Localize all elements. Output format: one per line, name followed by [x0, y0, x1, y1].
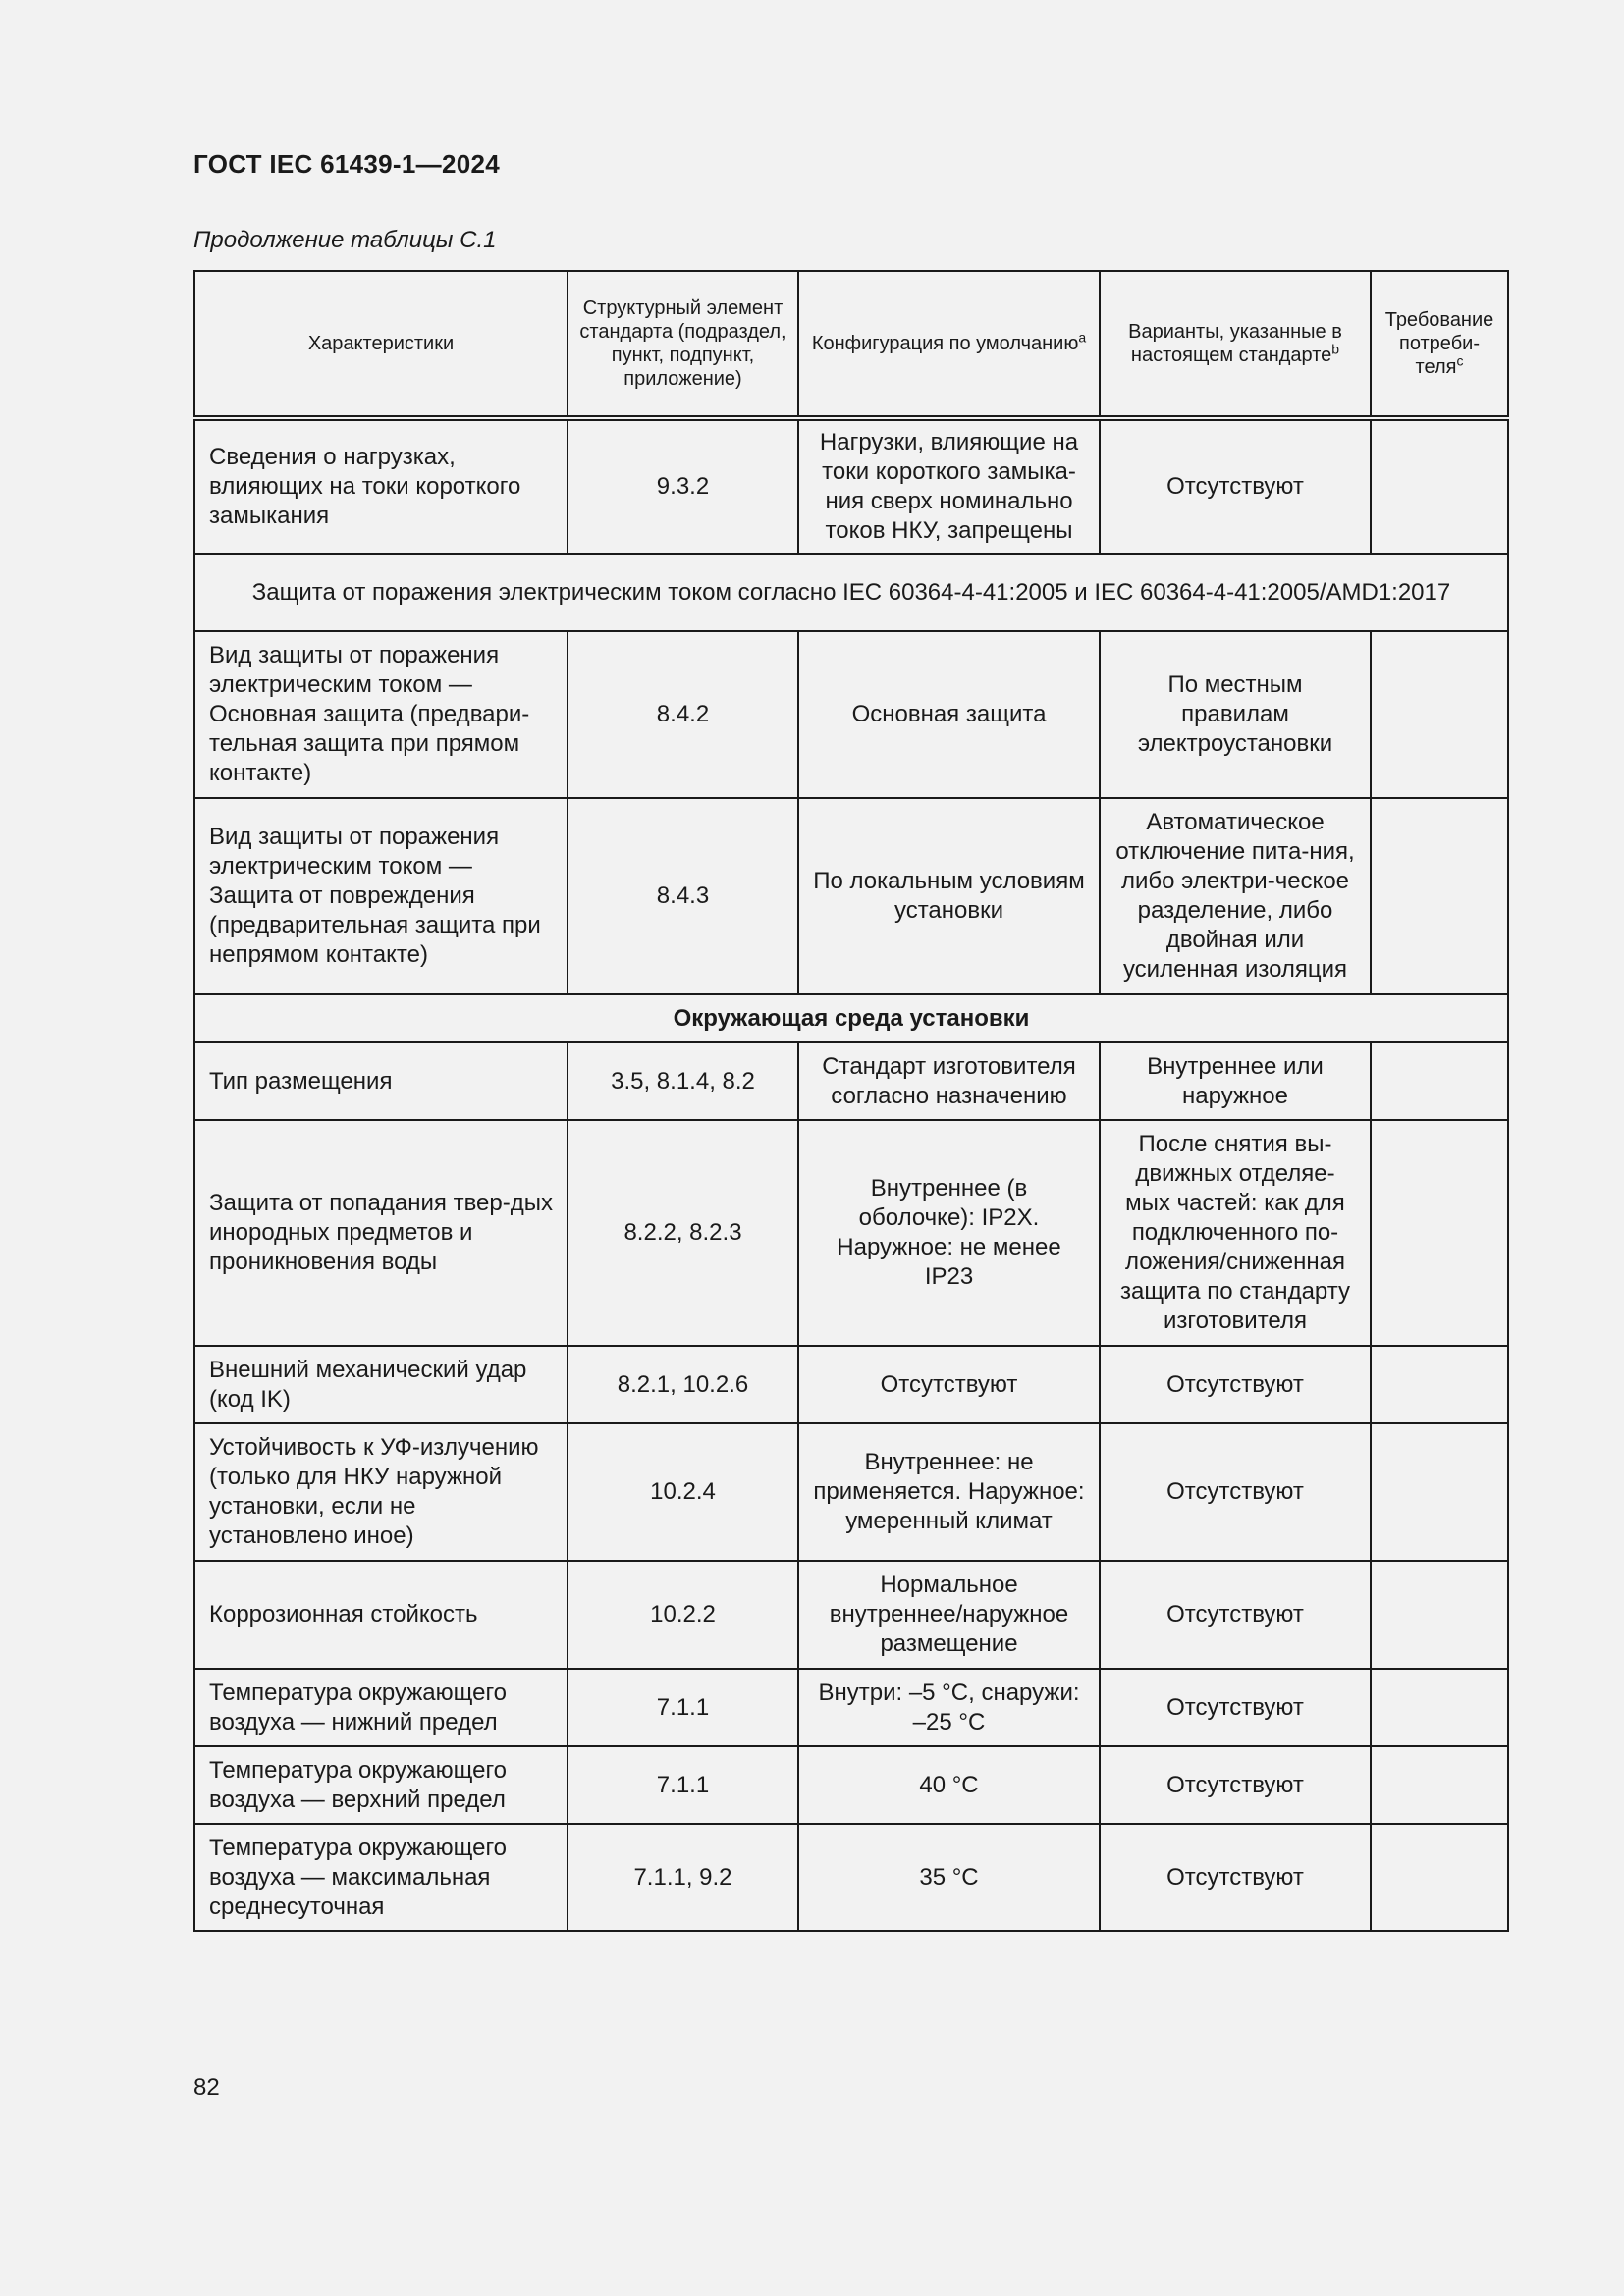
header-label: Варианты, указанные в настоящем стандарте: [1128, 321, 1342, 366]
header-options: [1100, 271, 1371, 418]
cell-structural-element: 10.2.4: [568, 1423, 798, 1561]
cell-default-configuration: Внутреннее (в оболочке): IP2X. Наружное: не менее IP23: [798, 1120, 1100, 1346]
cell-default-configuration: Основная защита: [798, 631, 1100, 798]
cell-default-configuration: Стандарт изготовителя согласно назначению: [798, 1042, 1100, 1120]
document-header: ГОСТ IEC 61439-1—2024: [193, 149, 500, 179]
footnote-marker: a: [1078, 329, 1087, 346]
cell-options: По местным правилам электроустановки: [1100, 631, 1371, 798]
header-label: Требование потреби-теля: [1384, 309, 1494, 378]
cell-customer-requirement: [1371, 1746, 1508, 1824]
table-row: [194, 1042, 1508, 1120]
cell-customer-requirement: [1371, 1346, 1508, 1423]
cell-customer-requirement: [1371, 631, 1508, 798]
cell-default-configuration: Нормальное внутреннее/наружное размещение: [798, 1561, 1100, 1669]
cell-options: Отсутствуют: [1100, 418, 1371, 554]
cell-customer-requirement: [1371, 1423, 1508, 1561]
cell-characteristic: Температура окружающего воздуха — максимальная среднесуточная: [194, 1824, 568, 1931]
cell-options: Автоматическое отключение пита-ния, либо электри-ческое разделение, либо двойная или усиленная изоляция: [1100, 798, 1371, 994]
cell-options: Отсутствуют: [1100, 1746, 1371, 1824]
page-number: 82: [193, 2074, 220, 2101]
table-body: [194, 418, 1508, 1931]
cell-options: После снятия вы-движных отделяе-мых частей: как для подключенного по-ложения/сниженная защита по стандарту изготовителя: [1100, 1120, 1371, 1346]
cell-structural-element: 7.1.1, 9.2: [568, 1824, 798, 1931]
cell-structural-element: 8.2.2, 8.2.3: [568, 1120, 798, 1346]
table-row: [194, 1120, 1508, 1346]
cell-structural-element: 8.2.1, 10.2.6: [568, 1346, 798, 1423]
cell-options: Отсутствуют: [1100, 1824, 1371, 1931]
cell-options: Отсутствуют: [1100, 1669, 1371, 1746]
cell-structural-element: 9.3.2: [568, 418, 798, 554]
cell-default-configuration: Внутри: –5 °С, снаружи: –25 °С: [798, 1669, 1100, 1746]
header-default-configuration: [798, 271, 1100, 418]
table-row: [194, 1746, 1508, 1824]
cell-characteristic: Сведения о нагрузках, влияющих на токи короткого замыкания: [194, 418, 568, 554]
table-row: [194, 1423, 1508, 1561]
header-structural-element: [568, 271, 798, 418]
section-row: [194, 554, 1508, 631]
cell-characteristic: Вид защиты от поражения электрическим током — Защита от повреждения (предварительная защита при непрямом контакте): [194, 798, 568, 994]
header-label: Конфигурация по умолчанию: [811, 333, 1079, 354]
cell-options: Отсутствуют: [1100, 1346, 1371, 1423]
cell-default-configuration: 40 °С: [798, 1746, 1100, 1824]
cell-structural-element: 7.1.1: [568, 1669, 798, 1746]
section-title: Окружающая среда установки: [194, 994, 1508, 1042]
table-row: [194, 1561, 1508, 1669]
header-row: [194, 271, 1508, 418]
cell-customer-requirement: [1371, 418, 1508, 554]
cell-characteristic: Температура окружающего воздуха — верхний предел: [194, 1746, 568, 1824]
cell-characteristic: Устойчивость к УФ-излучению (только для НКУ наружной установки, если не установлено иное): [194, 1423, 568, 1561]
section-title: Защита от поражения электрическим током согласно IEC 60364-4-41:2005 и IEC 60364-4-41:2005/AMD1:2017: [194, 554, 1508, 631]
table-row: [194, 1669, 1508, 1746]
section-row: [194, 994, 1508, 1042]
cell-customer-requirement: [1371, 798, 1508, 994]
table-row: [194, 1346, 1508, 1423]
header-customer-requirement: [1371, 271, 1508, 418]
header-characteristics: [194, 271, 568, 418]
cell-structural-element: 8.4.3: [568, 798, 798, 994]
cell-customer-requirement: [1371, 1561, 1508, 1669]
cell-structural-element: 7.1.1: [568, 1746, 798, 1824]
cell-characteristic: Температура окружающего воздуха — нижний предел: [194, 1669, 568, 1746]
cell-options: Отсутствуют: [1100, 1561, 1371, 1669]
cell-default-configuration: 35 °С: [798, 1824, 1100, 1931]
cell-options: Отсутствуют: [1100, 1423, 1371, 1561]
cell-customer-requirement: [1371, 1042, 1508, 1120]
cell-default-configuration: Отсутствуют: [798, 1346, 1100, 1423]
cell-options: Внутреннее или наружное: [1100, 1042, 1371, 1120]
cell-structural-element: 10.2.2: [568, 1561, 798, 1669]
cell-default-configuration: По локальным условиям установки: [798, 798, 1100, 994]
footnote-marker: c: [1456, 352, 1464, 369]
spec-table: [193, 270, 1509, 1932]
table-row: [194, 418, 1508, 554]
header-label: Характеристики: [307, 333, 455, 354]
cell-structural-element: 8.4.2: [568, 631, 798, 798]
cell-customer-requirement: [1371, 1669, 1508, 1746]
cell-customer-requirement: [1371, 1824, 1508, 1931]
cell-customer-requirement: [1371, 1120, 1508, 1346]
cell-structural-element: 3.5, 8.1.4, 8.2: [568, 1042, 798, 1120]
cell-default-configuration: Нагрузки, влияющие на токи короткого замыка-ния сверх номинально токов НКУ, запрещены: [798, 418, 1100, 554]
cell-characteristic: Внешний механический удар (код IK): [194, 1346, 568, 1423]
cell-characteristic: Защита от попадания твер-дых инородных предметов и проникновения воды: [194, 1120, 568, 1346]
cell-characteristic: Вид защиты от поражения электрическим током — Основная защита (предвари-тельная защита при прямом контакте): [194, 631, 568, 798]
footnote-marker: b: [1331, 341, 1340, 357]
table-caption: Продолжение таблицы С.1: [193, 227, 497, 253]
table-row: [194, 631, 1508, 798]
table-row: [194, 1824, 1508, 1931]
cell-characteristic: Тип размещения: [194, 1042, 568, 1120]
cell-characteristic: Коррозионная стойкость: [194, 1561, 568, 1669]
cell-default-configuration: Внутреннее: не применяется. Наружное: умеренный климат: [798, 1423, 1100, 1561]
table-header: [194, 271, 1508, 418]
table-row: [194, 798, 1508, 994]
header-label: Структурный элемент стандарта (подраздел, пункт, подпункт, приложение): [579, 297, 786, 390]
